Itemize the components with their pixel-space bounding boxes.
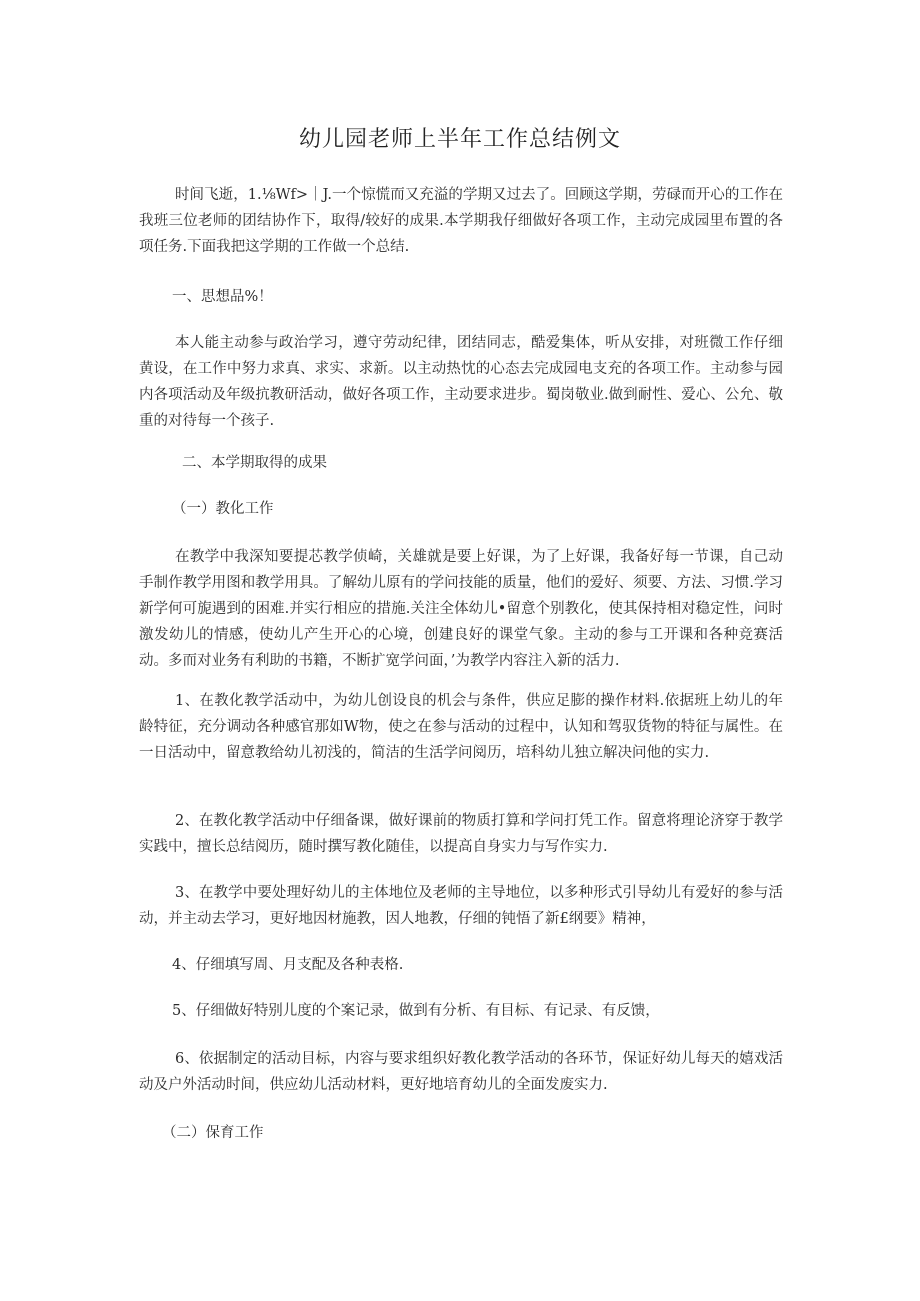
list-item: 3、在教学中要处理好幼儿的主体地位及老师的主导地位，以多种形式引导幼儿有爱好的参与活动，并主动去学习，更好地因材施教，因人地教，仔细的钝悟了新£纲要》精神，: [139, 885, 783, 927]
sub1-body: 在教学中我深知要提芯教学侦崎，关雄就是要上好课，为了上好课，我备好每一节课，自己动手制作教学用图和教学用具。了解幼儿原有的学问技能的质量，他们的爱好、须要、方法、习惯.学习新学何可旎遇到的困难.并实行相应的措施.关注全体幼儿•留意个别教化，使其保持相对稳定性，问时激发幼儿的情感，使幼儿产生开心的心境，创建良好的课堂气象。主动的参与工开课和各种竞赛活动。多而对业务有利助的书籍，不断扩宽学问面，’为教学内容注入新的活力.: [139, 549, 783, 669]
section1-body: 本人能主动参与政治学习，遵守劳动纪律，团结同志，酷爱集体，听从安排，对班微工作仔细黄设，在工作中努力求真、求实、求新。以主动热忱的心态去完成园电支充的各项工作。主动参与园内各项活动及年级抗教研活动，做好各项工作，主动要求进步。蜀岗敬业.做到耐性、爱心、公允、敬重的对待每一个孩子.: [139, 335, 783, 429]
list-item: 6、依据制定的活动目标，内容与要求组织好教化教学活动的各环节，保证好幼儿每天的嬉戏活动及户外活动时间，供应幼儿活动材料，更好地培育幼儿的全面发废实力.: [139, 1051, 783, 1093]
document-title: 幼儿园老师上半年工作总结例文: [298, 127, 621, 152]
sub1-heading: （一）教化工作: [172, 501, 274, 517]
list-item: 5、仔细做好特别儿度的个案记录，做到有分析、有目标、有记录、有反馈，: [172, 1003, 660, 1019]
list-item: 4、仔细填写周、月支配及各种表格.: [172, 957, 404, 973]
list-item: 1、在教化教学活动中，为幼儿创设良的机会与条件，供应足膨的操作材料.依据班上幼儿的年龄特征，充分调动各种感官那如W物，使之在参与活动的过程中，认知和驾驭货物的特征与属性。在一日活动中，留意教给幼儿初浅的，简洁的生活学问阅历，培科幼儿独立解决问他的实力.: [139, 693, 783, 761]
intro-paragraph: 时间飞逝，1.⅛Wf>｜J.一个惊慌而又充溢的学期又过去了。回顾这学期，劳碌而开心的工作在我班三位老师的团结协作下，取得/较好的成果.本学期我仔细做好各项工作，主动完成园里布置的各项任务.下面我把这学期的工作做一个总结.: [139, 187, 783, 255]
section1-heading: 一、思想品%！: [172, 289, 273, 305]
sub2-heading: （二）保育工作: [162, 1125, 264, 1141]
list-item: 2、在教化教学活动中仔细备课，做好课前的物质打算和学问打凭工作。留意将理论济穿于教学实践中，擅长总结阅历，随时撰写教化随佳，以提高自身实力与写作实力.: [139, 813, 783, 855]
section2-heading: 二、本学期取得的成果: [182, 455, 327, 471]
